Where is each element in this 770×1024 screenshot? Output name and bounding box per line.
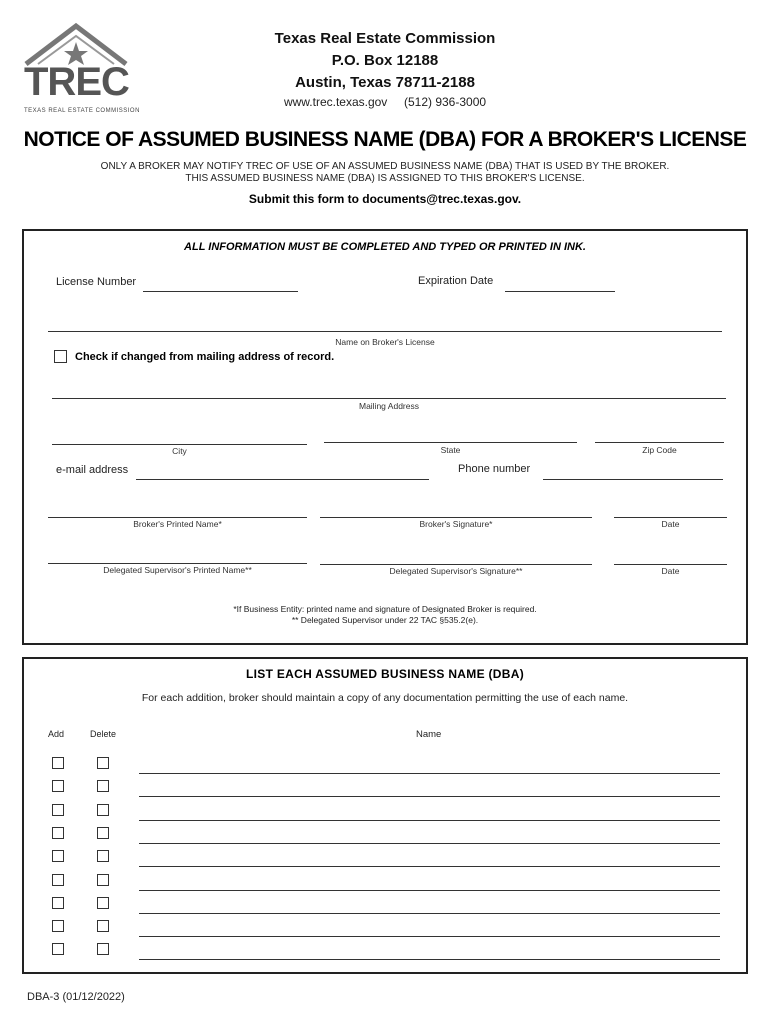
add-checkbox[interactable]: [52, 943, 64, 955]
form-id: DBA-3 (01/12/2022): [27, 991, 125, 1003]
broker-info-section: [22, 229, 748, 645]
add-checkbox[interactable]: [52, 827, 64, 839]
add-checkbox[interactable]: [52, 920, 64, 932]
dba-name-field[interactable]: [139, 866, 720, 867]
delete-checkbox[interactable]: [97, 804, 109, 816]
logo-wordmark: TREC: [24, 60, 129, 104]
dba-name-field[interactable]: [139, 959, 720, 960]
footnote-1: *If Business Entity: printed name and signature of Designated Broker is required.: [233, 604, 537, 614]
dba-name-field[interactable]: [139, 820, 720, 821]
broker-signature-field[interactable]: [320, 517, 592, 518]
city-caption: City: [172, 446, 187, 456]
name-on-license-field[interactable]: [48, 331, 722, 332]
subtitle-line-1: ONLY A BROKER MAY NOTIFY TREC OF USE OF AN ASSUMED BUSINESS NAME (DBA) THAT IS USED BY THE BROKER.: [100, 161, 670, 172]
add-checkbox[interactable]: [52, 897, 64, 909]
license-number-label: License Number: [56, 276, 137, 288]
contact-line: www.trec.texas.gov (512) 936-3000: [283, 95, 487, 109]
delete-checkbox[interactable]: [97, 850, 109, 862]
supervisor-signature-field[interactable]: [320, 564, 592, 565]
dba-list-section: [22, 657, 748, 974]
address-changed-label: Check if changed from mailing address of record.: [75, 351, 335, 363]
submit-instruction: Submit this form to documents@trec.texas.gov.: [248, 192, 522, 206]
broker-printed-name-caption: Broker's Printed Name*: [133, 519, 222, 529]
mailing-address-caption: Mailing Address: [358, 401, 419, 411]
dba-name-field[interactable]: [139, 773, 720, 774]
po-box: P.O. Box 12188: [331, 52, 439, 69]
phone-field[interactable]: [543, 479, 723, 480]
supervisor-date-caption: Date: [661, 566, 680, 576]
broker-date-caption: Date: [661, 519, 680, 529]
add-checkbox[interactable]: [52, 757, 64, 769]
address-changed-checkbox[interactable]: [54, 350, 67, 363]
delete-checkbox[interactable]: [97, 780, 109, 792]
add-checkbox[interactable]: [52, 804, 64, 816]
supervisor-printed-name-caption: Delegated Supervisor's Printed Name**: [103, 565, 252, 575]
section2-heading: LIST EACH ASSUMED BUSINESS NAME (DBA): [246, 667, 524, 681]
dba-name-field[interactable]: [139, 890, 720, 891]
page-title: NOTICE OF ASSUMED BUSINESS NAME (DBA) FOR A BROKER'S LICENSE: [23, 128, 747, 151]
supervisor-signature-caption: Delegated Supervisor's Signature**: [389, 566, 523, 576]
delete-checkbox[interactable]: [97, 920, 109, 932]
city-line: Austin, Texas 78711-2188: [295, 74, 475, 91]
logo-subtitle: TEXAS REAL ESTATE COMMISSION: [24, 108, 140, 114]
mailing-address-field[interactable]: [52, 398, 726, 399]
name-on-license-caption: Name on Broker's License: [335, 337, 435, 347]
add-checkbox[interactable]: [52, 850, 64, 862]
add-checkbox[interactable]: [52, 874, 64, 886]
subtitle-line-2: THIS ASSUMED BUSINESS NAME (DBA) IS ASSIGNED TO THIS BROKER'S LICENSE.: [185, 173, 585, 184]
section1-heading: ALL INFORMATION MUST BE COMPLETED AND TYPED OR PRINTED IN INK.: [184, 241, 586, 253]
email-field[interactable]: [136, 479, 429, 480]
footnote-2: ** Delegated Supervisor under 22 TAC §535.2(e).: [291, 615, 479, 625]
delete-checkbox[interactable]: [97, 827, 109, 839]
org-name: Texas Real Estate Commission: [274, 30, 496, 47]
supervisor-date-field[interactable]: [614, 564, 727, 565]
broker-printed-name-field[interactable]: [48, 517, 307, 518]
supervisor-printed-name-field[interactable]: [48, 563, 307, 564]
delete-checkbox[interactable]: [97, 874, 109, 886]
phone-label: Phone number: [458, 463, 531, 475]
delete-checkbox[interactable]: [97, 897, 109, 909]
section2-instruction: For each addition, broker should maintain a copy of any documentation permitting the use of each name.: [141, 692, 629, 704]
license-number-field[interactable]: [143, 291, 298, 292]
dba-name-field[interactable]: [139, 796, 720, 797]
delete-column-header: Delete: [90, 729, 117, 739]
state-field[interactable]: [324, 442, 577, 443]
broker-signature-caption: Broker's Signature*: [419, 519, 493, 529]
zip-caption: Zip Code: [642, 445, 677, 455]
delete-checkbox[interactable]: [97, 943, 109, 955]
state-caption: State: [440, 445, 461, 455]
name-column-header: Name: [416, 729, 442, 740]
dba-name-field[interactable]: [139, 843, 720, 844]
city-field[interactable]: [52, 444, 307, 445]
zip-field[interactable]: [595, 442, 724, 443]
add-column-header: Add: [48, 729, 65, 739]
delete-checkbox[interactable]: [97, 757, 109, 769]
expiration-date-field[interactable]: [505, 291, 615, 292]
email-label: e-mail address: [56, 464, 129, 476]
dba-name-field[interactable]: [139, 913, 720, 914]
broker-date-field[interactable]: [614, 517, 727, 518]
dba-name-field[interactable]: [139, 936, 720, 937]
add-checkbox[interactable]: [52, 780, 64, 792]
expiration-date-label: Expiration Date: [418, 275, 494, 287]
